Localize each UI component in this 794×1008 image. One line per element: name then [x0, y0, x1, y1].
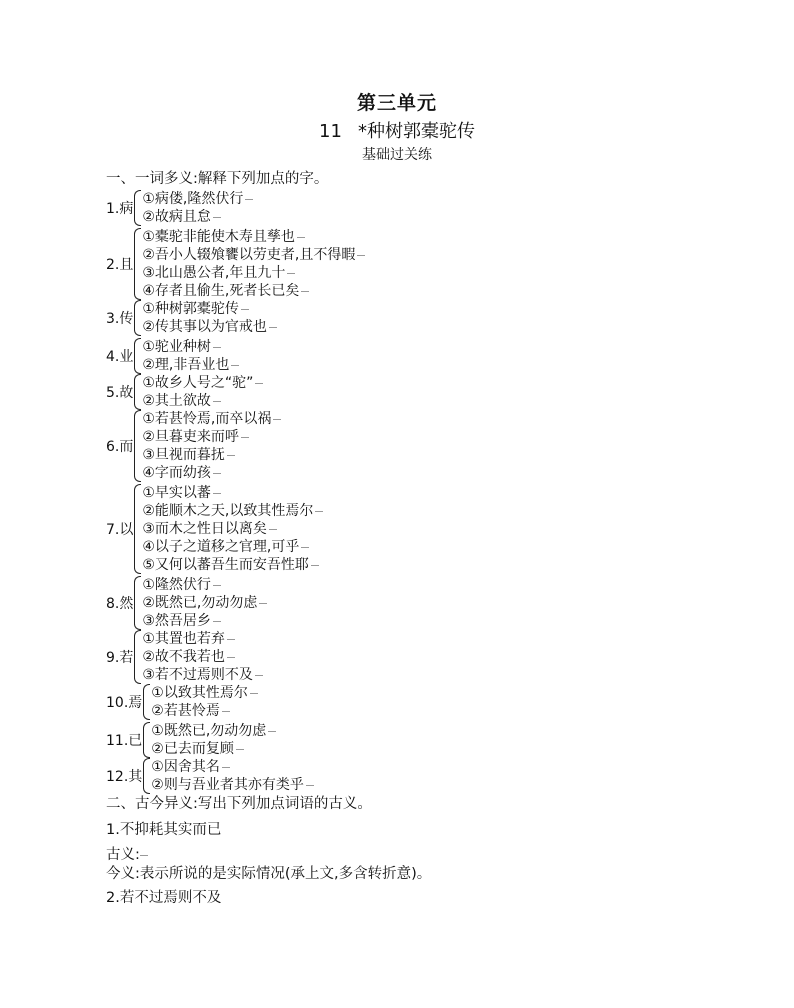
sentence-text: ③旦视而暮抚 — [142, 447, 225, 463]
sentence-item — [142, 556, 323, 574]
word-label: 3.传 — [106, 311, 134, 327]
word-group — [106, 484, 323, 574]
sentence-text: ③然吾居乡 — [142, 613, 211, 629]
sentence-text: ②故不我若也 — [142, 649, 225, 665]
answer-blank[interactable] — [222, 711, 230, 712]
answer-blank[interactable] — [259, 603, 267, 604]
brace-icon — [134, 300, 141, 336]
sub-title: 基础过关练 — [362, 147, 432, 163]
brace-icon — [134, 228, 141, 300]
sentence-list — [142, 484, 323, 574]
answer-blank[interactable] — [269, 327, 277, 328]
sentence-item — [142, 374, 263, 392]
word-group — [106, 576, 267, 630]
sentence-text: ②若甚怜焉 — [151, 703, 220, 719]
answer-blank[interactable] — [213, 401, 221, 402]
sentence-text: ④存者且偷生,死者长已矣 — [142, 283, 300, 299]
sentence-item — [142, 520, 323, 538]
sentence-list — [142, 338, 239, 374]
word-label: 7.以 — [106, 522, 134, 538]
answer-blank[interactable] — [140, 855, 148, 856]
sentence-list — [142, 630, 263, 684]
answer-blank[interactable] — [315, 511, 323, 512]
answer-blank[interactable] — [231, 365, 239, 366]
answer-blank[interactable] — [213, 621, 221, 622]
question-1: 1.不抑耗其实而已 — [106, 822, 222, 838]
word-group — [106, 190, 253, 226]
answer-blank[interactable] — [227, 455, 235, 456]
word-group — [106, 374, 263, 410]
sentence-text: ②则与吾业者其亦有类乎 — [151, 777, 304, 793]
section-2-heading: 二、古今异义:写出下列加点词语的古义。 — [106, 796, 372, 812]
sentence-text: ③若不过焉则不及 — [142, 667, 253, 683]
sentence-text: ①因舍其名 — [151, 759, 220, 775]
word-group — [106, 630, 263, 684]
sentence-list — [142, 374, 263, 410]
word-label: 10.焉 — [106, 695, 143, 711]
brace-icon — [134, 576, 141, 630]
sentence-list — [142, 228, 365, 300]
answer-blank[interactable] — [213, 217, 221, 218]
sentence-item — [142, 338, 239, 356]
sentence-item — [142, 282, 365, 300]
question-2: 2.若不过焉则不及 — [106, 890, 222, 906]
answer-blank[interactable] — [236, 749, 244, 750]
sentence-item — [142, 392, 263, 410]
brace-icon — [134, 374, 141, 410]
sentence-item — [142, 410, 281, 428]
sentence-text: ①病偻,隆然伏行 — [142, 191, 244, 207]
answer-blank[interactable] — [287, 273, 295, 274]
sentence-text: ①隆然伏行 — [142, 577, 211, 593]
sentence-item — [142, 612, 267, 630]
sentence-list — [142, 300, 277, 336]
word-label: 6.而 — [106, 439, 134, 455]
sentence-item — [142, 648, 263, 666]
lesson-title — [0, 117, 794, 143]
lesson-number: 11 — [319, 121, 342, 142]
word-label: 4.业 — [106, 349, 134, 365]
sentence-text: ④字而幼孩 — [142, 465, 211, 481]
sentence-text: ①以致其性焉尔 — [151, 685, 248, 701]
sentence-text: ③北山愚公者,年且九十 — [142, 265, 286, 281]
answer-blank[interactable] — [268, 731, 276, 732]
brace-icon — [134, 410, 141, 482]
sentence-item — [151, 758, 314, 776]
sentence-text: ②能顺木之天,以致其性焉尔 — [142, 503, 314, 519]
brace-icon — [134, 338, 141, 374]
sentence-item — [142, 666, 263, 684]
word-group — [106, 338, 239, 374]
word-label: 2.且 — [106, 257, 134, 273]
brace-icon — [143, 722, 150, 758]
sentence-item — [142, 318, 277, 336]
sentence-item — [142, 538, 323, 556]
answer-blank[interactable] — [250, 693, 258, 694]
sentence-item — [142, 300, 277, 318]
sentence-item — [142, 356, 239, 374]
word-group — [106, 722, 276, 758]
answer-blank[interactable] — [241, 437, 249, 438]
sentence-text: ②理,非吾业也 — [142, 357, 230, 373]
answer-blank[interactable] — [357, 255, 365, 256]
sentence-text: ①既然已,勿动勿虑 — [151, 723, 267, 739]
modern-meaning-line: 今义:表示所说的是实际情况(承上文,多含转折意)。 — [106, 866, 432, 882]
sentence-text: ②其土欲故 — [142, 393, 211, 409]
answer-blank[interactable] — [255, 383, 263, 384]
sentence-item — [142, 502, 323, 520]
sentence-text: ①驼业种树 — [142, 339, 211, 355]
answer-blank[interactable] — [269, 529, 277, 530]
word-group — [106, 300, 277, 336]
sentence-item — [142, 428, 281, 446]
section-1-heading: 一、一词多义:解释下列加点的字。 — [106, 171, 329, 187]
brace-icon — [134, 630, 141, 684]
ancient-meaning-line — [106, 843, 148, 864]
answer-blank[interactable] — [213, 585, 221, 586]
answer-blank[interactable] — [241, 309, 249, 310]
answer-blank[interactable] — [311, 565, 319, 566]
sentence-item — [142, 446, 281, 464]
answer-blank[interactable] — [222, 767, 230, 768]
sentence-list — [151, 684, 258, 720]
answer-blank[interactable] — [301, 547, 309, 548]
sentence-item — [142, 208, 253, 226]
lesson-name: *种树郭橐驼传 — [357, 121, 475, 142]
sentence-text: ②吾小人辍飧饔以劳吏者,且不得暇 — [142, 247, 356, 263]
word-label: 5.故 — [106, 385, 134, 401]
sentence-text: ①故乡人号之“驼” — [142, 375, 254, 391]
sentence-list — [142, 190, 253, 226]
answer-blank[interactable] — [213, 473, 221, 474]
sentence-list — [151, 722, 276, 758]
sentence-text: ①种树郭橐驼传 — [142, 301, 239, 317]
sentence-text: ②传其事以为官戒也 — [142, 319, 267, 335]
sentence-item — [142, 228, 365, 246]
sentence-text: ①橐驼非能使木寿且孳也 — [142, 229, 295, 245]
brace-icon — [143, 684, 150, 720]
sentence-item — [142, 594, 267, 612]
sentence-text: ⑤又何以蕃吾生而安吾性耶 — [142, 557, 309, 573]
sentence-text: ②旦暮吏来而呼 — [142, 429, 239, 445]
word-group — [106, 228, 365, 300]
word-label: 1.病 — [106, 201, 134, 217]
sentence-text: ④以子之道移之官理,可乎 — [142, 539, 300, 555]
answer-blank[interactable] — [255, 675, 263, 676]
sentence-item — [142, 264, 365, 282]
sentence-item — [151, 722, 276, 740]
sentence-item — [142, 630, 263, 648]
answer-blank[interactable] — [227, 639, 235, 640]
word-group — [106, 684, 258, 720]
sentence-item — [142, 464, 281, 482]
word-label: 8.然 — [106, 596, 134, 612]
answer-blank[interactable] — [213, 347, 221, 348]
sentence-item — [151, 740, 276, 758]
sentence-text: ②已去而复顾 — [151, 741, 234, 757]
answer-blank[interactable] — [245, 199, 253, 200]
answer-blank[interactable] — [301, 291, 309, 292]
answer-blank[interactable] — [213, 493, 221, 494]
sentence-item — [151, 702, 258, 720]
sentence-list — [142, 410, 281, 482]
sentence-text: ②故病且怠 — [142, 209, 211, 225]
answer-blank[interactable] — [273, 419, 281, 420]
ancient-label: 古义: — [106, 847, 140, 863]
word-label: 12.其 — [106, 769, 143, 785]
sentence-item — [142, 576, 267, 594]
sentence-item — [142, 246, 365, 264]
sentence-list — [142, 576, 267, 630]
sentence-text: ③而木之性日以离矣 — [142, 521, 267, 537]
word-label: 9.若 — [106, 650, 134, 666]
brace-icon — [134, 484, 141, 574]
sentence-item — [151, 684, 258, 702]
answer-blank[interactable] — [227, 657, 235, 658]
answer-blank[interactable] — [297, 237, 305, 238]
sentence-text: ①其置也若弃 — [142, 631, 225, 647]
unit-title: 第三单元 — [356, 92, 437, 114]
sentence-text: ②既然已,勿动勿虑 — [142, 595, 258, 611]
word-label: 11.已 — [106, 733, 143, 749]
sentence-item — [142, 484, 323, 502]
sentence-text: ①若甚怜焉,而卒以祸 — [142, 411, 272, 427]
word-group — [106, 410, 281, 482]
answer-blank[interactable] — [306, 785, 314, 786]
word-group — [106, 758, 314, 794]
brace-icon — [134, 190, 141, 226]
sentence-list — [151, 758, 314, 794]
brace-icon — [143, 758, 150, 794]
sentence-item — [142, 190, 253, 208]
sentence-text: ①早实以蕃 — [142, 485, 211, 501]
